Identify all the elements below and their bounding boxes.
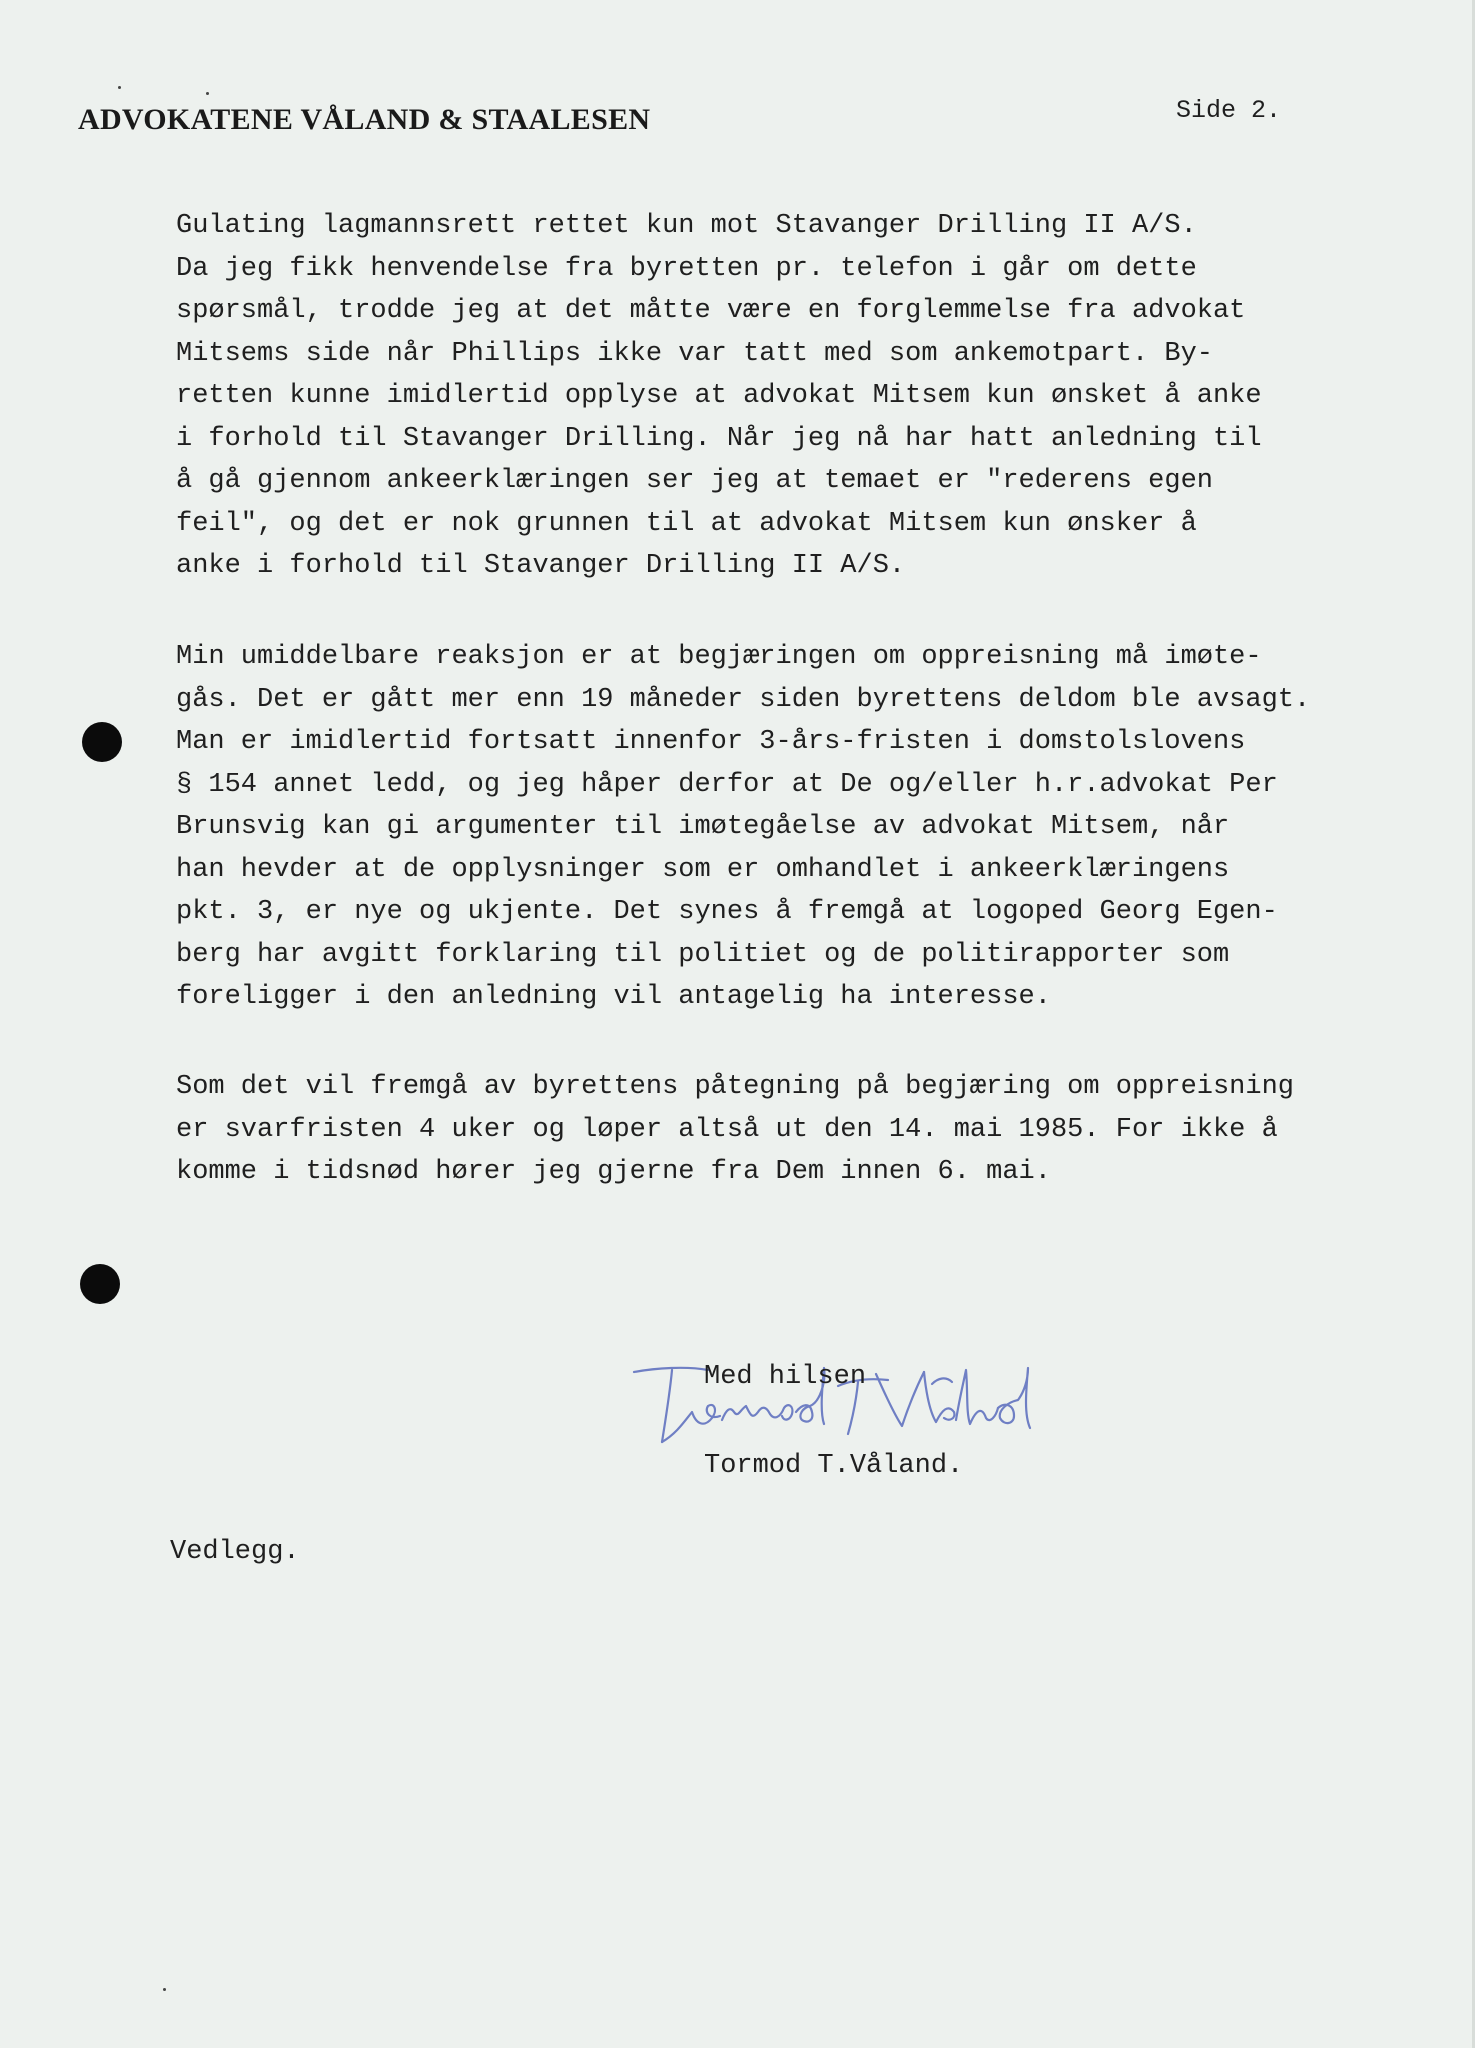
page-number: Side 2.: [1176, 96, 1282, 125]
text-line: Min umiddelbare reaksjon er at begjæringen om oppreisning må imøte-: [176, 642, 1262, 672]
text-line: han hevder at de opplysninger som er omhandlet i ankeerklæringens: [176, 854, 1230, 885]
attachment-label: Vedlegg.: [170, 1537, 300, 1567]
text-line: å gå gjennom ankeerklæringen ser jeg at temaet er "rederens egen: [176, 466, 1213, 496]
text-line: retten kunne imidlertid opplyse at advokat Mitsem kun ønsket å anke: [176, 381, 1262, 411]
text-line: Man er imidlertid fortsatt innenfor 3-års-fristen i domstolslovens: [176, 727, 1246, 757]
text-line: Som det vil fremgå av byrettens påtegning på begjæring om oppreisning: [176, 1072, 1294, 1102]
text-line: komme i tidsnød hører jeg gjerne fra Dem innen 6. mai.: [176, 1157, 1051, 1187]
body-paragraph-2: [176, 636, 1376, 1019]
text-line: feil", og det er nok grunnen til at advokat Mitsem kun ønsker å: [176, 508, 1197, 539]
body-paragraph-3: [176, 1066, 1376, 1194]
text-line: Brunsvig kan gi argumenter til imøtegåelse av advokat Mitsem, når: [176, 812, 1230, 842]
text-line: pkt. 3, er nye og ukjente. Det synes å fremgå at logoped Georg Egen-: [176, 897, 1278, 927]
scan-speck: [206, 92, 209, 95]
signer-name: Tormod T.Våland.: [704, 1451, 964, 1481]
text-line: er svarfristen 4 uker og løper altså ut den 14. mai 1985. For ikke å: [176, 1114, 1278, 1145]
punch-hole: [82, 722, 122, 762]
closing-greeting: Med hilsen: [704, 1362, 867, 1392]
text-line: i forhold til Stavanger Drilling. Når jeg nå har hatt anledning til: [176, 423, 1262, 454]
text-line: berg har avgitt forklaring til politiet og de politirapporter som: [176, 939, 1230, 970]
text-line: Mitsems side når Phillips ikke var tatt med som ankemotpart. By-: [176, 338, 1213, 369]
text-line: anke i forhold til Stavanger Drilling II A/S.: [176, 551, 906, 581]
scan-speck: [118, 86, 121, 89]
scan-speck: [163, 1988, 166, 1991]
body-paragraph-1: [176, 205, 1376, 588]
text-line: Gulating lagmannsrett rettet kun mot Stavanger Drilling II A/S.: [176, 211, 1197, 241]
letterhead-firm-name: ADVOKATENE VÅLAND & STAALESEN: [78, 103, 651, 136]
text-line: foreligger i den anledning vil antagelig ha interesse.: [176, 982, 1051, 1012]
text-line: spørsmål, trodde jeg at det måtte være en forglemmelse fra advokat: [176, 296, 1246, 326]
text-line: § 154 annet ledd, og jeg håper derfor at De og/eller h.r.advokat Per: [176, 769, 1278, 800]
text-line: gås. Det er gått mer enn 19 måneder siden byrettens deldom ble avsagt.: [176, 684, 1311, 715]
punch-hole: [80, 1264, 120, 1304]
text-line: Da jeg fikk henvendelse fra byretten pr. telefon i går om dette: [176, 253, 1197, 284]
